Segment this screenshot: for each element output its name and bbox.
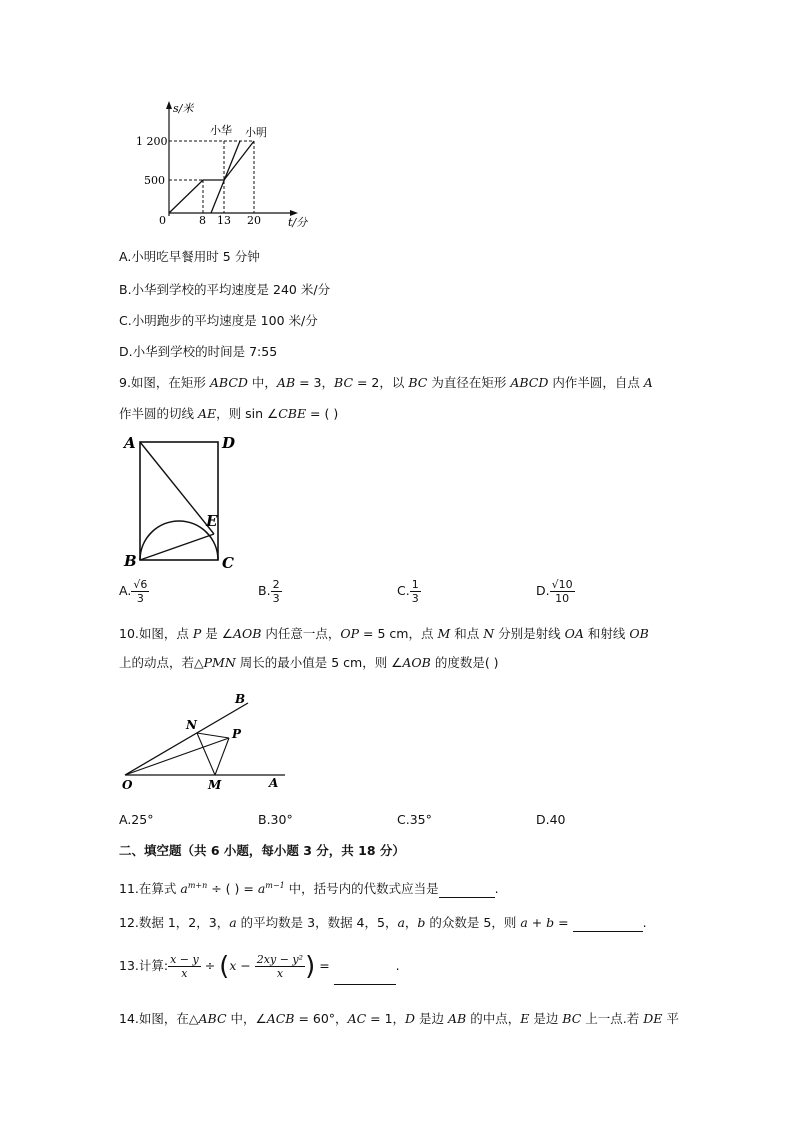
q13-text: 13.计算: $\frac{x - y}{x}$ ÷ (x − $\frac{\text{2xy − y²}}{x}$ ) = . [119,948,400,985]
q9-option-a: A. $\frac{√6}{3}$ [119,578,148,605]
q9-option-b: B. $\frac{2}{3}$ [258,578,280,605]
label-p: P [232,727,242,741]
q14-text: 14.如图，在△ABC 中，∠ACB = 60°，AC = 1，D 是边 AB 的中点，E 是边 BC 上一点.若 DE 平 [119,1011,679,1026]
q10-text-line2: 上的动点，若△PMN 周长的最小值是 5 cm，则 ∠AOB 的度数是( ) [119,655,499,670]
q9-text-line1: 9.如图，在矩形 ABCD 中，AB = 3，BC = 2，以 BC 为直径在矩形 ABCD 内作半圆，自点 A [119,375,653,390]
label-b: B [124,552,137,570]
rectangle-semicircle-figure [118,432,248,572]
angle-aob-figure [118,690,298,792]
q10-option-a: A.25° [119,812,154,827]
segment-mp [215,738,229,775]
rectangle-abcd [140,442,218,560]
label-c: C [222,554,234,572]
q10-option-b: B.30° [258,812,293,827]
label-a: A [269,776,279,790]
q11-answer-blank[interactable] [439,881,495,898]
q9-text-line2: 作半圆的切线 AE，则 sin ∠CBE = ( ) [119,406,339,421]
q13-answer-blank[interactable] [334,948,396,985]
xiaohua-line [211,141,240,213]
segment-nm [197,733,215,775]
xiaoming-line [169,141,254,213]
q8-option-c: C.小明跑步的平均速度是 100 米/分 [119,313,318,328]
label-a: A [124,434,136,452]
q9-option-d: D. $\frac{√10}{10}$ [536,578,573,605]
label-n: N [186,718,197,732]
segment-op [125,738,229,775]
tangent-ae [140,442,214,534]
label-b: B [235,692,246,706]
segment-be [140,534,214,560]
x-tick-13: 13 [217,214,231,227]
q12-text: 12.数据 1，2，3，a 的平均数是 3，数据 4，5，a，b 的众数是 5，则 a + b = . [119,915,647,930]
q10-text-line1: 10.如图，点 P 是 ∠AOB 内任意一点，OP = 5 cm，点 M 和点 N 分别是射线 OA 和射线 OB [119,626,649,641]
q8-option-d: D.小华到学校的时间是 7:55 [119,344,278,359]
y-axis-arrow [166,101,172,109]
y-tick-500: 500 [144,174,165,187]
q11-text: 11.在算式 $a^{m+n}$ ÷ ( ) = $a^{m-1}$ 中，括号内的代数式应当是 . [119,881,499,897]
x-tick-8: 8 [199,214,206,227]
q10-option-c: C.35° [397,812,432,827]
x-tick-0: 0 [159,214,166,227]
segment-pn [197,733,229,738]
label-m: M [208,778,222,792]
q8-option-a: A.小明吃早餐用时 5 分钟 [119,249,260,264]
q12-answer-blank[interactable] [573,915,643,932]
ray-ob [125,703,248,775]
label-d: D [222,434,236,452]
section-2-title: 二、填空题（共 6 小题，每小题 3 分，共 18 分） [119,843,405,858]
label-xiaoming: 小明 [245,126,267,139]
y-axis-label: s/米 [173,102,194,115]
q9-option-c: C. $\frac{1}{3}$ [397,578,419,605]
distance-time-graph [130,98,320,233]
label-e: E [206,512,218,530]
label-o: O [122,778,133,792]
q8-option-b: B.小华到学校的平均速度是 240 米/分 [119,282,331,297]
q10-option-d: D.40 [536,812,566,827]
x-axis-label: t/分 [288,216,308,229]
y-tick-1200: 1 200 [136,135,168,148]
x-tick-20: 20 [247,214,261,227]
label-xiaohua: 小华 [210,124,232,137]
